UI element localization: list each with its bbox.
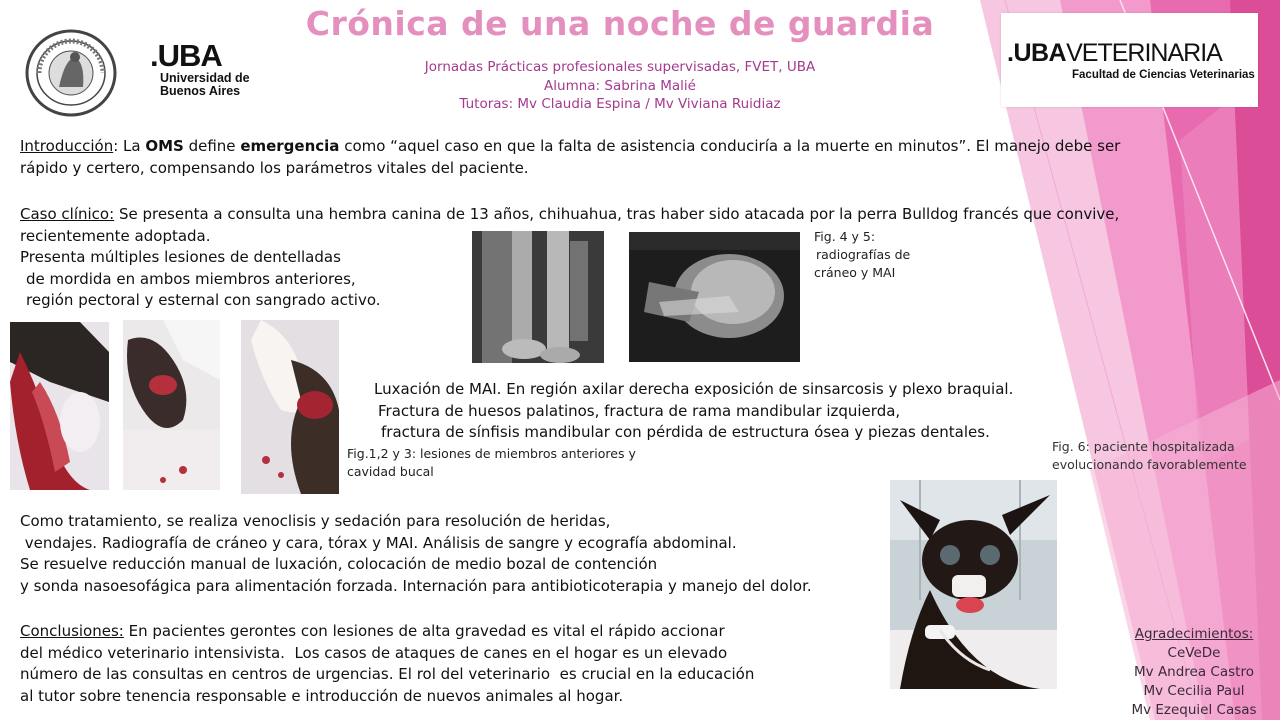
treatment-paragraph bbox=[20, 511, 812, 597]
vet-logo-subtitle: Facultad de Ciencias Veterinarias bbox=[1072, 69, 1255, 81]
caption-fig45-line3: cráneo y MAI bbox=[814, 265, 896, 280]
caption-fig-4-5 bbox=[814, 228, 910, 282]
conclusions-label: Conclusiones: bbox=[20, 622, 124, 640]
tutors-names: Tutoras: Mv Claudia Espina / Mv Viviana Ruidiaz bbox=[459, 96, 781, 112]
findings-paragraph bbox=[374, 379, 1013, 444]
uba-logo-text: .UBA bbox=[150, 38, 222, 73]
case-label: Caso clínico: bbox=[20, 205, 115, 223]
caption-fig-1-3 bbox=[347, 445, 636, 481]
acknowledgements-title: Agradecimientos: bbox=[1134, 626, 1254, 642]
wound-photo-2 bbox=[123, 320, 220, 490]
caption-fig6-line2: evolucionando favorablemente bbox=[1052, 457, 1247, 472]
intro-text-3: como “aquel caso en que la falta de asistencia conduciría a la muerte en minutos”. El manejo debe ser bbox=[339, 137, 1121, 155]
acknowledgements bbox=[1124, 625, 1264, 720]
intro-paragraph bbox=[20, 136, 1120, 179]
wound-photo-3 bbox=[241, 320, 339, 494]
treatment-line-1: Como tratamiento, se realiza venoclisis y sedación para resolución de heridas, bbox=[20, 512, 611, 530]
uba-veterinaria-logo bbox=[1001, 13, 1258, 107]
case-line-1: Se presenta a consulta una hembra canina de 13 años, chihuahua, tras haber sido atacada por la perra Bulldog francés que convive, bbox=[114, 205, 1120, 223]
case-line-4: de mordida en ambos miembros anteriores, bbox=[26, 269, 356, 288]
conclusions-paragraph bbox=[20, 621, 754, 707]
poster-subtitle: Jornadas Prácticas profesionales supervisadas, FVET, UBA bbox=[424, 59, 816, 75]
uba-logo bbox=[150, 40, 250, 110]
student-name: Alumna: Sabrina Malié bbox=[544, 78, 696, 94]
intro-label: Introducción bbox=[20, 137, 114, 155]
vet-logo-word: VETERINARIA bbox=[1066, 39, 1222, 67]
case-line-2: recientemente adoptada. bbox=[20, 226, 211, 245]
intro-text-1: : La bbox=[113, 137, 146, 155]
intro-emergencia: emergencia bbox=[240, 137, 340, 155]
treatment-line-4: y sonda nasoesofágica para alimentación forzada. Internación para antibioticoterapia y manejo del dolor. bbox=[20, 576, 812, 595]
radiograph-skull-image bbox=[629, 232, 800, 362]
conclusions-line-1: En pacientes gerontes con lesiones de alta gravedad es vital el rápido accionar bbox=[123, 622, 725, 640]
wound-photo-1 bbox=[10, 322, 109, 490]
findings-line-1: Luxación de MAI. En región axilar derecha exposición de sinsarcosis y plexo braquial. bbox=[374, 380, 1014, 398]
intro-oms: OMS bbox=[145, 137, 184, 155]
vet-logo-uba: .UBA bbox=[1007, 39, 1067, 67]
case-line-5: región pectoral y esternal con sangrado activo. bbox=[26, 291, 381, 309]
caption-fig45-line1: Fig. 4 y 5: bbox=[814, 229, 876, 244]
conclusions-line-2: del médico veterinario intensivista. Los casos de ataques de canes en el hogar es un elevado bbox=[20, 643, 728, 662]
conclusions-line-4: al tutor sobre tenencia responsable e introducción de nuevos animales al hogar. bbox=[20, 686, 624, 705]
intro-line-2: rápido y certero, compensando los parámetros vitales del paciente. bbox=[20, 158, 529, 177]
poster-title: Crónica de una noche de guardia bbox=[305, 4, 935, 43]
acknowledgement-item: Mv Ezequiel Casas bbox=[1131, 702, 1257, 718]
patient-hospitalized-photo bbox=[890, 480, 1057, 689]
uba-logo-line2: Buenos Aires bbox=[160, 84, 241, 98]
caption-fig123-line1: Fig.1,2 y 3: lesiones de miembros anteriores y bbox=[347, 446, 636, 461]
acknowledgement-item: Mv Cecilia Paul bbox=[1143, 683, 1245, 699]
uba-logo-line1: Universidad de bbox=[160, 71, 250, 85]
intro-text-2: define bbox=[183, 137, 241, 155]
caption-fig45-line2: radiografías de bbox=[816, 247, 911, 262]
acknowledgement-item: CeVeDe bbox=[1167, 645, 1221, 661]
treatment-line-3: Se resuelve reducción manual de luxación, colocación de medio bozal de contención bbox=[20, 555, 658, 573]
radiograph-limb-image bbox=[472, 231, 604, 363]
acknowledgement-item: Mv Andrea Castro bbox=[1134, 664, 1254, 680]
treatment-line-2: vendajes. Radiografía de cráneo y cara, tórax y MAI. Análisis de sangre y ecografía abdominal. bbox=[20, 533, 737, 552]
university-seal-logo bbox=[25, 29, 117, 117]
caption-fig6-line1: Fig. 6: paciente hospitalizada bbox=[1052, 439, 1235, 454]
case-line-3: Presenta múltiples lesiones de dentelladas bbox=[20, 248, 341, 266]
findings-line-3: fractura de sínfisis mandibular con pérdida de estructura ósea y piezas dentales. bbox=[381, 423, 990, 441]
conclusions-line-3: número de las consultas en centros de urgencias. El rol del veterinario es crucial en la educación bbox=[20, 665, 755, 683]
findings-line-2: Fractura de huesos palatinos, fractura de rama mandibular izquierda, bbox=[378, 401, 901, 420]
caption-fig123-line2: cavidad bucal bbox=[347, 464, 434, 479]
caption-fig-6 bbox=[1052, 438, 1247, 474]
